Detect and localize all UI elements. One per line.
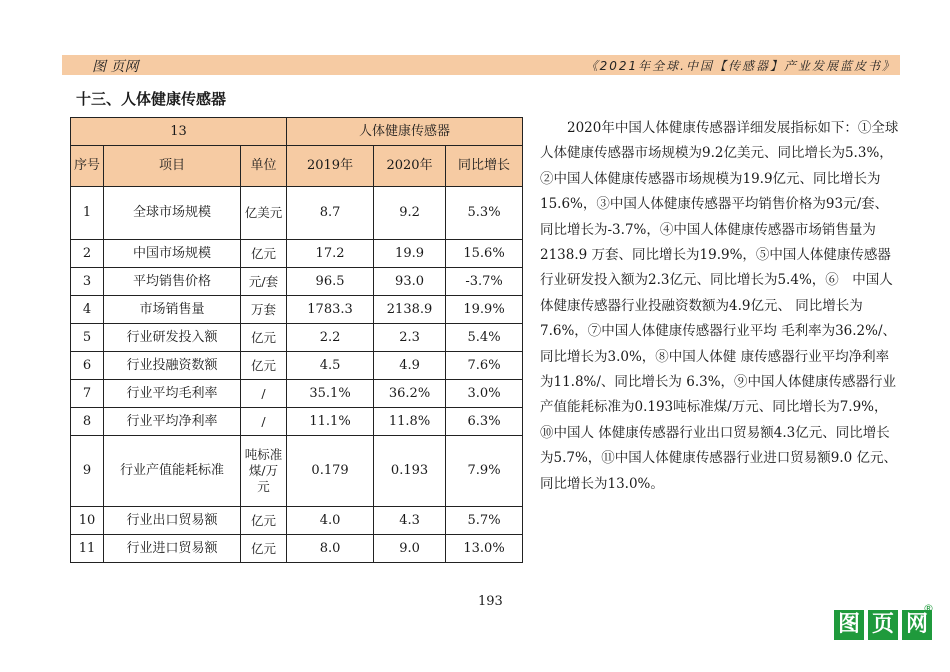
row-growth: 7.6% bbox=[446, 352, 523, 380]
row-growth: 13.0% bbox=[446, 535, 523, 563]
page-number: 193 bbox=[478, 594, 503, 609]
row-2020: 9.0 bbox=[374, 535, 446, 563]
watermark-char: 图 bbox=[834, 610, 864, 640]
row-unit: 亿元 bbox=[241, 324, 287, 352]
table-row bbox=[71, 507, 523, 535]
indicator-table bbox=[70, 117, 523, 563]
row-item: 行业平均净利率 bbox=[104, 408, 241, 436]
row-growth: 15.6% bbox=[446, 240, 523, 268]
row-index: 1 bbox=[71, 187, 104, 240]
row-2019: 8.7 bbox=[287, 187, 374, 240]
row-2019: 2.2 bbox=[287, 324, 374, 352]
row-2019: 1783.3 bbox=[287, 296, 374, 324]
row-unit: 亿元 bbox=[241, 352, 287, 380]
row-unit: 元/套 bbox=[241, 268, 287, 296]
row-2020: 19.9 bbox=[374, 240, 446, 268]
table-title-row bbox=[71, 118, 523, 146]
row-2020: 2138.9 bbox=[374, 296, 446, 324]
row-2019: 35.1% bbox=[287, 380, 374, 408]
row-2020: 4.9 bbox=[374, 352, 446, 380]
row-2019: 0.179 bbox=[287, 436, 374, 507]
row-growth: 5.4% bbox=[446, 324, 523, 352]
watermark-logo bbox=[830, 602, 934, 640]
table-title: 人体健康传感器 bbox=[287, 118, 523, 146]
row-unit: 万套 bbox=[241, 296, 287, 324]
row-2019: 96.5 bbox=[287, 268, 374, 296]
row-index: 2 bbox=[71, 240, 104, 268]
row-2019: 4.0 bbox=[287, 507, 374, 535]
table-row bbox=[71, 380, 523, 408]
description-paragraph: 2020年中国人体健康传感器详细发展指标如下：①全球人体健康传感器市场规模为9.2亿美元、同比增长为5.3%，②中国人体健康传感器市场规模为19.9亿元、同比增长为15.6%，③中国人体健康传感器平均销售价格为93元/套、同比增长为-3.7%，④中国人体健康传感器市场销售量为2138.9 万套、同比增长为19.9%，⑤中国人体健康传感器 行业研发投入额为2.3亿元、同比增长为5.4%，⑥ 中国人体健康传感器行业投融资数额为4.9亿元、 同比增长为7.6%，⑦中国人体健康传感器行业平均 毛利率为36.2%/、同比增长为3.0%，⑧中国人体健 康传感器行业平均净利率为11.8%/、同比增长为 6.3%，⑨中国人体健康传感器行业产值能耗标准为0.193吨标准煤/万元、同比增长为7.9%，⑩中国人 体健康传感器行业出口贸易额4.3亿元、同比增长 为5.7%，⑪中国人体健康传感器行业进口贸易额9.0 亿元、同比增长为13.0%。 bbox=[540, 120, 899, 492]
row-2020: 4.3 bbox=[374, 507, 446, 535]
row-2019: 17.2 bbox=[287, 240, 374, 268]
table-row bbox=[71, 324, 523, 352]
row-unit: / bbox=[241, 408, 287, 436]
row-index: 9 bbox=[71, 436, 104, 507]
row-index: 10 bbox=[71, 507, 104, 535]
table-row bbox=[71, 296, 523, 324]
row-growth: -3.7% bbox=[446, 268, 523, 296]
row-2020: 2.3 bbox=[374, 324, 446, 352]
row-item: 行业出口贸易额 bbox=[104, 507, 241, 535]
row-unit: 亿元 bbox=[241, 507, 287, 535]
watermark-char: 网 bbox=[902, 610, 932, 640]
table-row bbox=[71, 187, 523, 240]
row-2020: 9.2 bbox=[374, 187, 446, 240]
row-2019: 4.5 bbox=[287, 352, 374, 380]
row-growth: 7.9% bbox=[446, 436, 523, 507]
table-number: 13 bbox=[71, 118, 287, 146]
col-header-2019: 2019年 bbox=[287, 146, 374, 187]
table-row bbox=[71, 535, 523, 563]
row-item: 行业研发投入额 bbox=[104, 324, 241, 352]
section-title: 十三、人体健康传感器 bbox=[76, 90, 227, 108]
row-item: 市场销售量 bbox=[104, 296, 241, 324]
row-unit: 亿元 bbox=[241, 535, 287, 563]
table-row bbox=[71, 436, 523, 507]
header-site-name: 图 页网 bbox=[92, 59, 139, 75]
col-header-unit: 单位 bbox=[241, 146, 287, 187]
row-growth: 5.7% bbox=[446, 507, 523, 535]
row-index: 5 bbox=[71, 324, 104, 352]
watermark-char: 页 bbox=[868, 610, 898, 640]
row-unit: 吨标准煤/万元 bbox=[241, 436, 287, 507]
row-2020: 0.193 bbox=[374, 436, 446, 507]
row-2020: 93.0 bbox=[374, 268, 446, 296]
row-item: 中国市场规模 bbox=[104, 240, 241, 268]
row-2020: 11.8% bbox=[374, 408, 446, 436]
row-index: 6 bbox=[71, 352, 104, 380]
row-index: 11 bbox=[71, 535, 104, 563]
row-unit: 亿元 bbox=[241, 240, 287, 268]
row-growth: 19.9% bbox=[446, 296, 523, 324]
table-header-row bbox=[71, 146, 523, 187]
col-header-item: 项目 bbox=[104, 146, 241, 187]
table-row bbox=[71, 268, 523, 296]
row-2019: 8.0 bbox=[287, 535, 374, 563]
col-header-2020: 2020年 bbox=[374, 146, 446, 187]
row-index: 7 bbox=[71, 380, 104, 408]
row-index: 3 bbox=[71, 268, 104, 296]
table-row bbox=[71, 352, 523, 380]
row-item: 平均销售价格 bbox=[104, 268, 241, 296]
row-index: 8 bbox=[71, 408, 104, 436]
row-growth: 5.3% bbox=[446, 187, 523, 240]
col-header-growth: 同比增长 bbox=[446, 146, 523, 187]
header-book-title: 《2021年全球.中国【传感器】产业发展蓝皮书》 bbox=[585, 59, 896, 73]
row-item: 行业投融资数额 bbox=[104, 352, 241, 380]
col-header-index: 序号 bbox=[71, 146, 104, 187]
row-item: 行业进口贸易额 bbox=[104, 535, 241, 563]
row-2019: 11.1% bbox=[287, 408, 374, 436]
row-index: 4 bbox=[71, 296, 104, 324]
running-header bbox=[62, 55, 900, 75]
row-item: 行业平均毛利率 bbox=[104, 380, 241, 408]
description-text bbox=[540, 116, 900, 497]
registered-mark: ® bbox=[923, 602, 934, 615]
row-growth: 6.3% bbox=[446, 408, 523, 436]
row-2020: 36.2% bbox=[374, 380, 446, 408]
row-item: 行业产值能耗标准 bbox=[104, 436, 241, 507]
table-body bbox=[71, 187, 523, 563]
table-row bbox=[71, 408, 523, 436]
row-unit: / bbox=[241, 380, 287, 408]
row-unit: 亿美元 bbox=[241, 187, 287, 240]
row-growth: 3.0% bbox=[446, 380, 523, 408]
table-row bbox=[71, 240, 523, 268]
row-item: 全球市场规模 bbox=[104, 187, 241, 240]
